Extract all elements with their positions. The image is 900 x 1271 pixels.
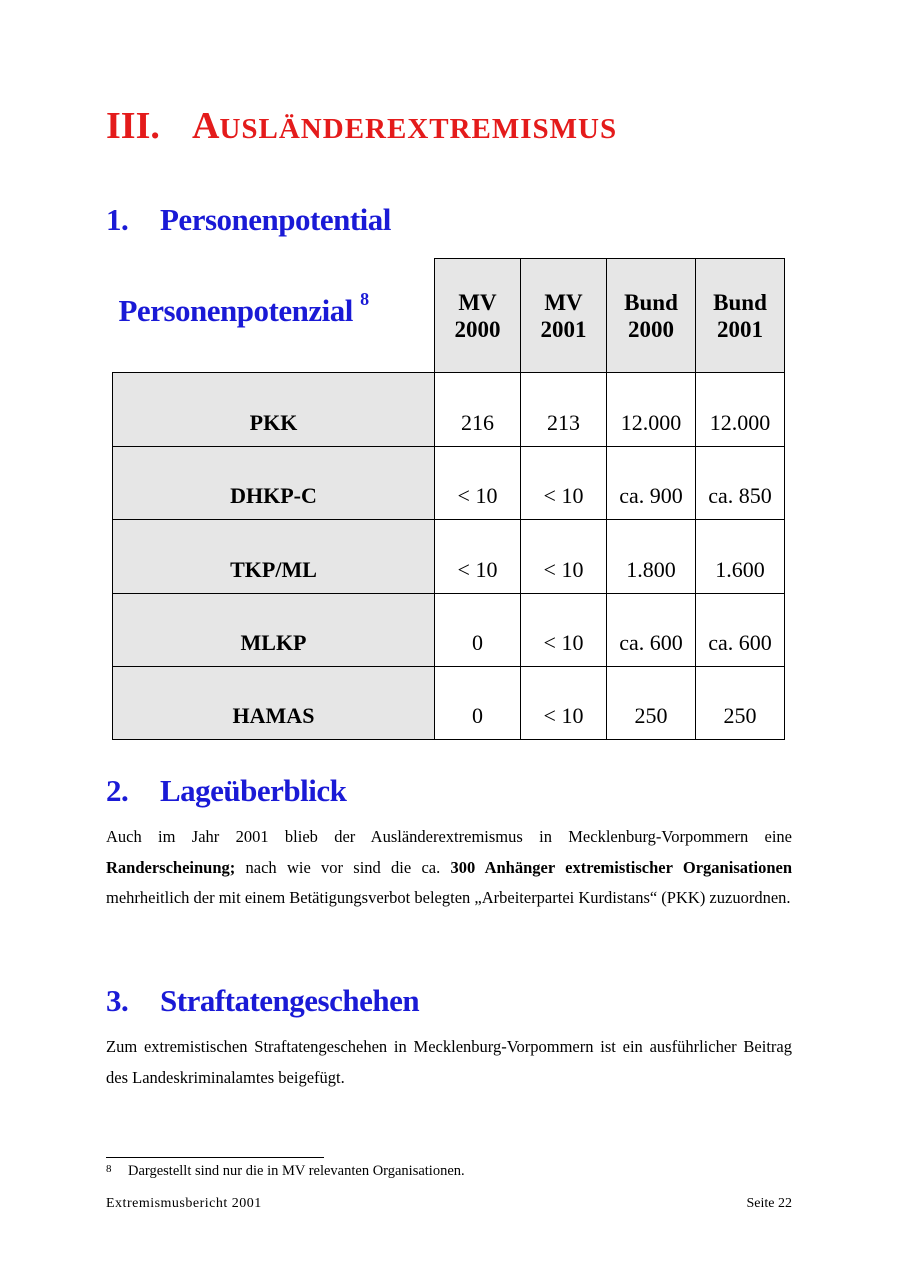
table-cell: ca. 900 [607,447,696,520]
section-title: Lageüberblick [160,773,347,808]
table-cell: < 10 [521,667,607,740]
column-header [607,259,696,373]
section-title: Straftatengeschehen [160,983,420,1018]
paragraph-emphasis: Randerscheinung; [106,857,236,877]
table-cell: 12.000 [696,373,785,447]
table-cell: ca. 600 [696,594,785,667]
paragraph-text: nach wie vor sind die ca. [235,857,451,877]
table-cell: 216 [435,373,521,447]
table-row [113,447,785,520]
column-header [435,259,521,373]
chapter-number: III. [106,105,160,147]
footnote [106,1163,465,1180]
paragraph-text: mehrheitlich der mit einem Betätigungsverbot belegten „Arbeiterpartei Kurdistans“ (PKK) zuzuordnen. [106,888,791,907]
footer-report-title: Extremismusbericht 2001 [106,1196,262,1211]
row-label: DHKP-C [113,447,435,520]
footnote-number: 8 [106,1163,112,1175]
column-header-line2: 2000 [628,316,674,342]
section-heading-1 [106,201,391,239]
section-number: 3. [106,983,129,1018]
lageueberblick-paragraph [106,822,792,914]
table-cell: ca. 850 [696,447,785,520]
row-label: TKP/ML [113,520,435,594]
column-header-line1: Bund [624,289,678,315]
column-header-line1: MV [458,289,497,315]
section-number: 1. [106,202,129,237]
chapter-title-initial: A [192,105,220,147]
table-row [113,667,785,740]
table-cell: 1.600 [696,520,785,594]
table-cell: ca. 600 [607,594,696,667]
section-title: Personenpotential [160,202,391,237]
chapter-heading [106,102,617,153]
table-header-row [113,259,785,373]
table-cell: < 10 [435,520,521,594]
table-title-cell [113,259,435,373]
row-label: MLKP [113,594,435,667]
table-cell: 12.000 [607,373,696,447]
column-header-line2: 2001 [540,316,587,342]
paragraph-emphasis: 300 Anhänger extremistischer Organisationen [450,857,792,877]
section-heading-2 [106,772,346,810]
row-label: HAMAS [113,667,435,740]
table-row [113,520,785,594]
chapter-title-rest: USLÄNDEREXTREMISMUS [219,113,618,145]
table-cell: 0 [435,594,521,667]
table-cell: 250 [607,667,696,740]
column-header [521,259,607,373]
column-header-line2: 2001 [717,316,763,342]
table-cell: < 10 [521,594,607,667]
paragraph-text: Auch im Jahr 2001 blieb der Ausländerextremismus in Mecklenburg-Vorpommern eine [106,827,792,846]
table-row [113,373,785,447]
footnote-divider [106,1157,324,1158]
footnote-text: Dargestellt sind nur die in MV relevanten Organisationen. [128,1163,465,1179]
column-header-line2: 2000 [454,316,501,342]
table-title [118,288,435,329]
column-header-line1: MV [544,289,583,315]
table-cell: < 10 [521,520,607,594]
table-row [113,594,785,667]
row-label: PKK [113,373,435,447]
table-cell: 0 [435,667,521,740]
personenpotenzial-table [112,258,785,740]
footnote-ref: 8 [360,288,369,309]
column-header [696,259,785,373]
table-cell: 213 [521,373,607,447]
footer-page-number: Seite 22 [746,1196,792,1211]
table-cell: 250 [696,667,785,740]
table-cell: 1.800 [607,520,696,594]
table-cell: < 10 [521,447,607,520]
column-header-line1: Bund [713,289,767,315]
section-heading-3 [106,982,419,1020]
section-number: 2. [106,773,129,808]
table-title-text: Personenpotenzial [118,292,353,328]
table-cell: < 10 [435,447,521,520]
straftaten-paragraph: Zum extremistischen Straftatengeschehen in Mecklenburg-Vorpommern ist ein ausführlicher Beitrag des Landeskriminalamtes beigefügt. [106,1037,792,1087]
